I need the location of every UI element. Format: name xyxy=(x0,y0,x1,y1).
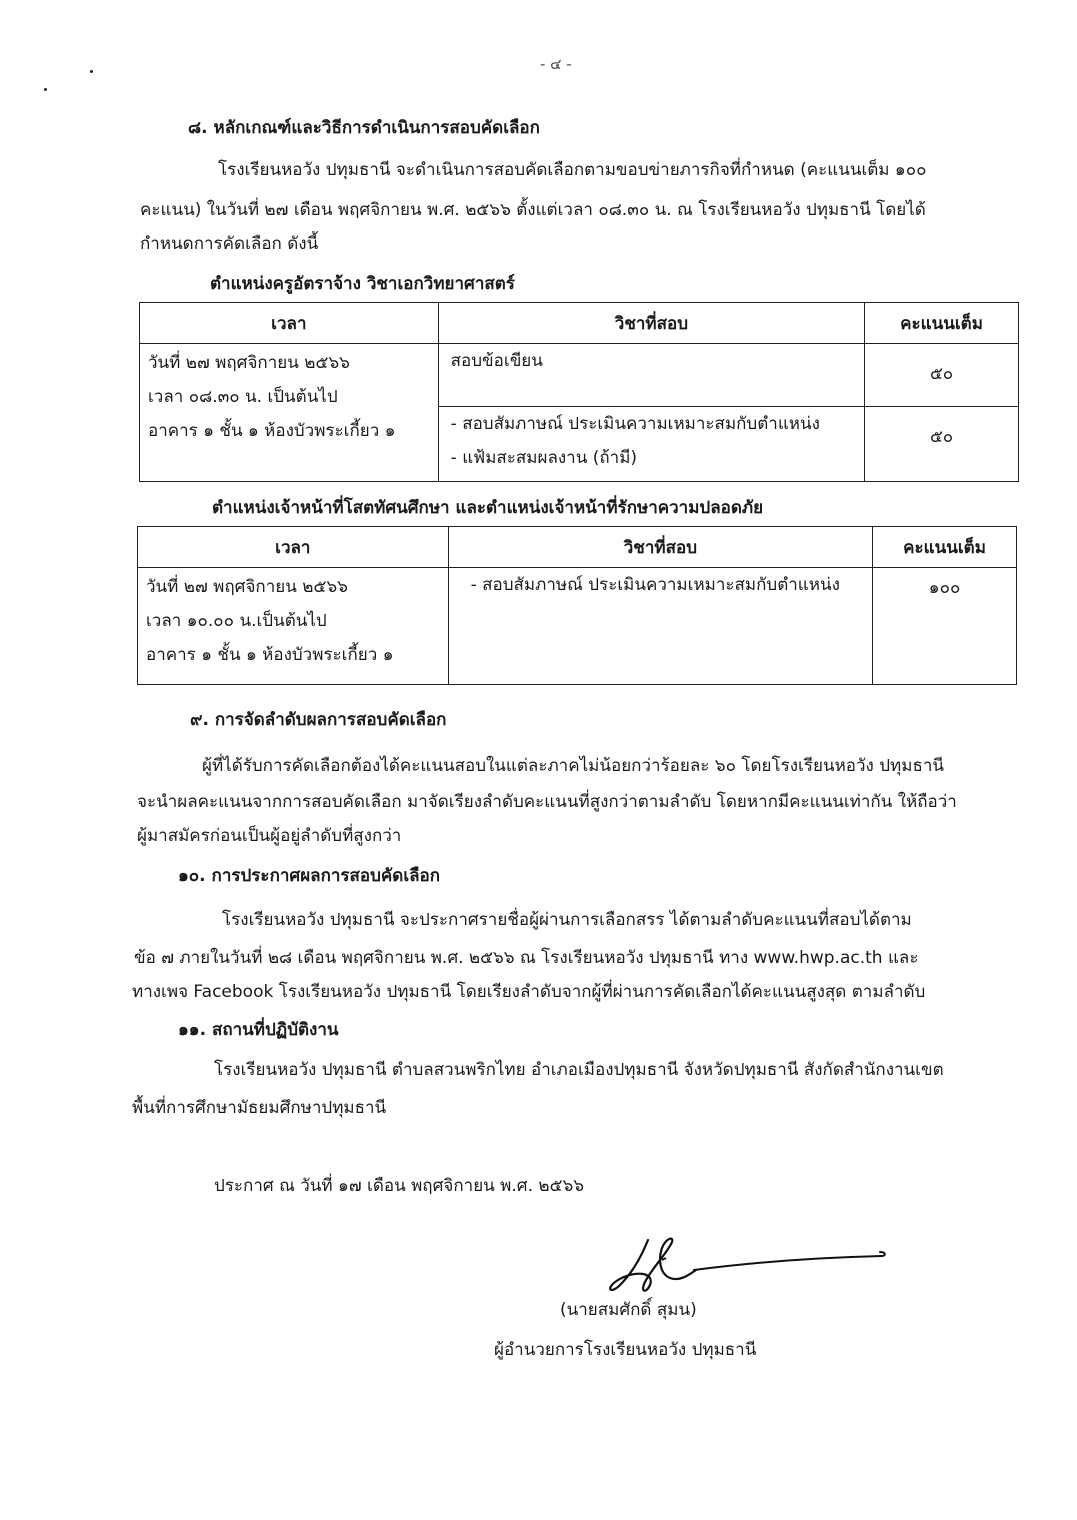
time-cell xyxy=(138,568,449,685)
table-header-row xyxy=(140,303,1019,344)
score-cell: ๕๐ xyxy=(865,407,1019,482)
section-10-paragraph-line: โรงเรียนหอวัง ปทุมธานี จะประกาศรายชื่อผู้ผ่านการเลือกสรร ได้ตามลำดับคะแนนที่สอบได้ตาม xyxy=(222,910,912,930)
time-cell xyxy=(140,344,439,482)
subject-portfolio: - แฟ้มสะสมผลงาน (ถ้ามี) xyxy=(450,448,638,468)
scan-speck xyxy=(44,88,47,91)
subject-written-exam: สอบข้อเขียน xyxy=(450,351,543,371)
signer-title: ผู้อำนวยการโรงเรียนหอวัง ปทุมธานี xyxy=(494,1340,757,1360)
exam-schedule-table-teacher xyxy=(139,302,1019,482)
time-location: อาคาร ๑ ชั้น ๑ ห้องบัวพระเกี้ยว ๑ xyxy=(148,421,396,441)
section-9-paragraph-line: ผู้ที่ได้รับการคัดเลือกต้องได้คะแนนสอบในแต่ละภาคไม่น้อยกว่าร้อยละ ๖๐ โดยโรงเรียนหอวัง ปทุมธานี xyxy=(202,756,944,776)
handwritten-signature xyxy=(600,1230,890,1300)
time-date: วันที่ ๒๗ พฤศจิกายน ๒๕๖๖ xyxy=(146,577,348,597)
subject-cell xyxy=(438,407,864,482)
section-11-paragraph-line: พื้นที่การศึกษามัธยมศึกษาปทุมธานี xyxy=(132,1098,387,1118)
section-8-heading: ๘. หลักเกณฑ์และวิธีการดำเนินการสอบคัดเลือก xyxy=(188,118,540,138)
exam-schedule-table-staff xyxy=(137,526,1017,685)
section-8-paragraph-line: กำหนดการคัดเลือก ดังนี้ xyxy=(140,234,319,254)
section-9-paragraph-line: ผู้มาสมัครก่อนเป็นผู้อยู่ลำดับที่สูงกว่า xyxy=(137,826,402,846)
column-header-score: คะแนนเต็ม xyxy=(865,303,1019,344)
column-header-subject: วิชาที่สอบ xyxy=(448,527,872,568)
scan-speck xyxy=(90,70,93,73)
time-date: วันที่ ๒๗ พฤศจิกายน ๒๕๖๖ xyxy=(148,353,350,373)
section-10-heading: ๑๐. การประกาศผลการสอบคัดเลือก xyxy=(178,866,441,886)
table-header-row xyxy=(138,527,1017,568)
column-header-subject: วิชาที่สอบ xyxy=(438,303,864,344)
subject-interview: - สอบสัมภาษณ์ ประเมินความเหมาะสมกับตำแหน่ง xyxy=(450,414,820,434)
signer-name: (นายสมศักดิ์ สุมน) xyxy=(560,1300,697,1320)
section-9-paragraph-line: จะนำผลคะแนนจากการสอบคัดเลือก มาจัดเรียงลำดับคะแนนที่สูงกว่าตามลำดับ โดยหากมีคะแนนเท่ากัน ให้ถือว่า xyxy=(137,792,957,812)
table-row xyxy=(138,568,1017,685)
column-header-time: เวลา xyxy=(140,303,439,344)
table-2-title: ตำแหน่งเจ้าหน้าที่โสตทัศนศึกษา และตำแหน่งเจ้าหน้าที่รักษาความปลอดภัย xyxy=(212,498,764,518)
section-11-heading: ๑๑. สถานที่ปฏิบัติงาน xyxy=(178,1020,339,1040)
announcement-date: ประกาศ ณ วันที่ ๑๗ เดือน พฤศจิกายน พ.ศ. ๒๕๖๖ xyxy=(214,1176,585,1196)
time-start: เวลา ๐๘.๓๐ น. เป็นต้นไป xyxy=(148,387,338,407)
section-8-paragraph-line: คะแนน) ในวันที่ ๒๗ เดือน พฤศจิกายน พ.ศ. ๒๕๖๖ ตั้งแต่เวลา ๐๘.๓๐ น. ณ โรงเรียนหอวัง ปทุมธานี โดยได้ xyxy=(140,200,926,220)
column-header-score: คะแนนเต็ม xyxy=(873,527,1017,568)
subject-cell xyxy=(448,568,872,685)
section-10-paragraph-line: ทางเพจ Facebook โรงเรียนหอวัง ปทุมธานี โดยเรียงลำดับจากผู้ที่ผ่านการคัดเลือกได้คะแนนสูงสุด ตามลำดับ xyxy=(132,982,926,1002)
time-location: อาคาร ๑ ชั้น ๑ ห้องบัวพระเกี้ยว ๑ xyxy=(146,645,394,665)
subject-interview: - สอบสัมภาษณ์ ประเมินความเหมาะสมกับตำแหน่ง xyxy=(470,575,840,595)
score-cell: ๑๐๐ xyxy=(873,568,1017,685)
section-8-paragraph-line: โรงเรียนหอวัง ปทุมธานี จะดำเนินการสอบคัดเลือกตามขอบข่ายภารกิจที่กำหนด (คะแนนเต็ม ๑๐๐ xyxy=(218,160,927,180)
section-10-paragraph-line: ข้อ ๗ ภายในวันที่ ๒๘ เดือน พฤศจิกายน พ.ศ. ๒๕๖๖ ณ โรงเรียนหอวัง ปทุมธานี ทาง www.hwp.ac.th และ xyxy=(134,948,919,968)
score-cell: ๕๐ xyxy=(865,344,1019,407)
table-row xyxy=(140,344,1019,407)
column-header-time: เวลา xyxy=(138,527,449,568)
section-11-paragraph-line: โรงเรียนหอวัง ปทุมธานี ตำบลสวนพริกไทย อำเภอเมืองปทุมธานี จังหวัดปทุมธานี สังกัดสำนักงานเขต xyxy=(214,1060,944,1080)
time-start: เวลา ๑๐.๐๐ น.เป็นต้นไป xyxy=(146,611,327,631)
table-1-title: ตำแหน่งครูอัตราจ้าง วิชาเอกวิทยาศาสตร์ xyxy=(210,274,515,294)
subject-cell xyxy=(438,344,864,407)
section-9-heading: ๙. การจัดลำดับผลการสอบคัดเลือก xyxy=(190,710,447,730)
page-number: - ๔ - xyxy=(540,55,572,73)
